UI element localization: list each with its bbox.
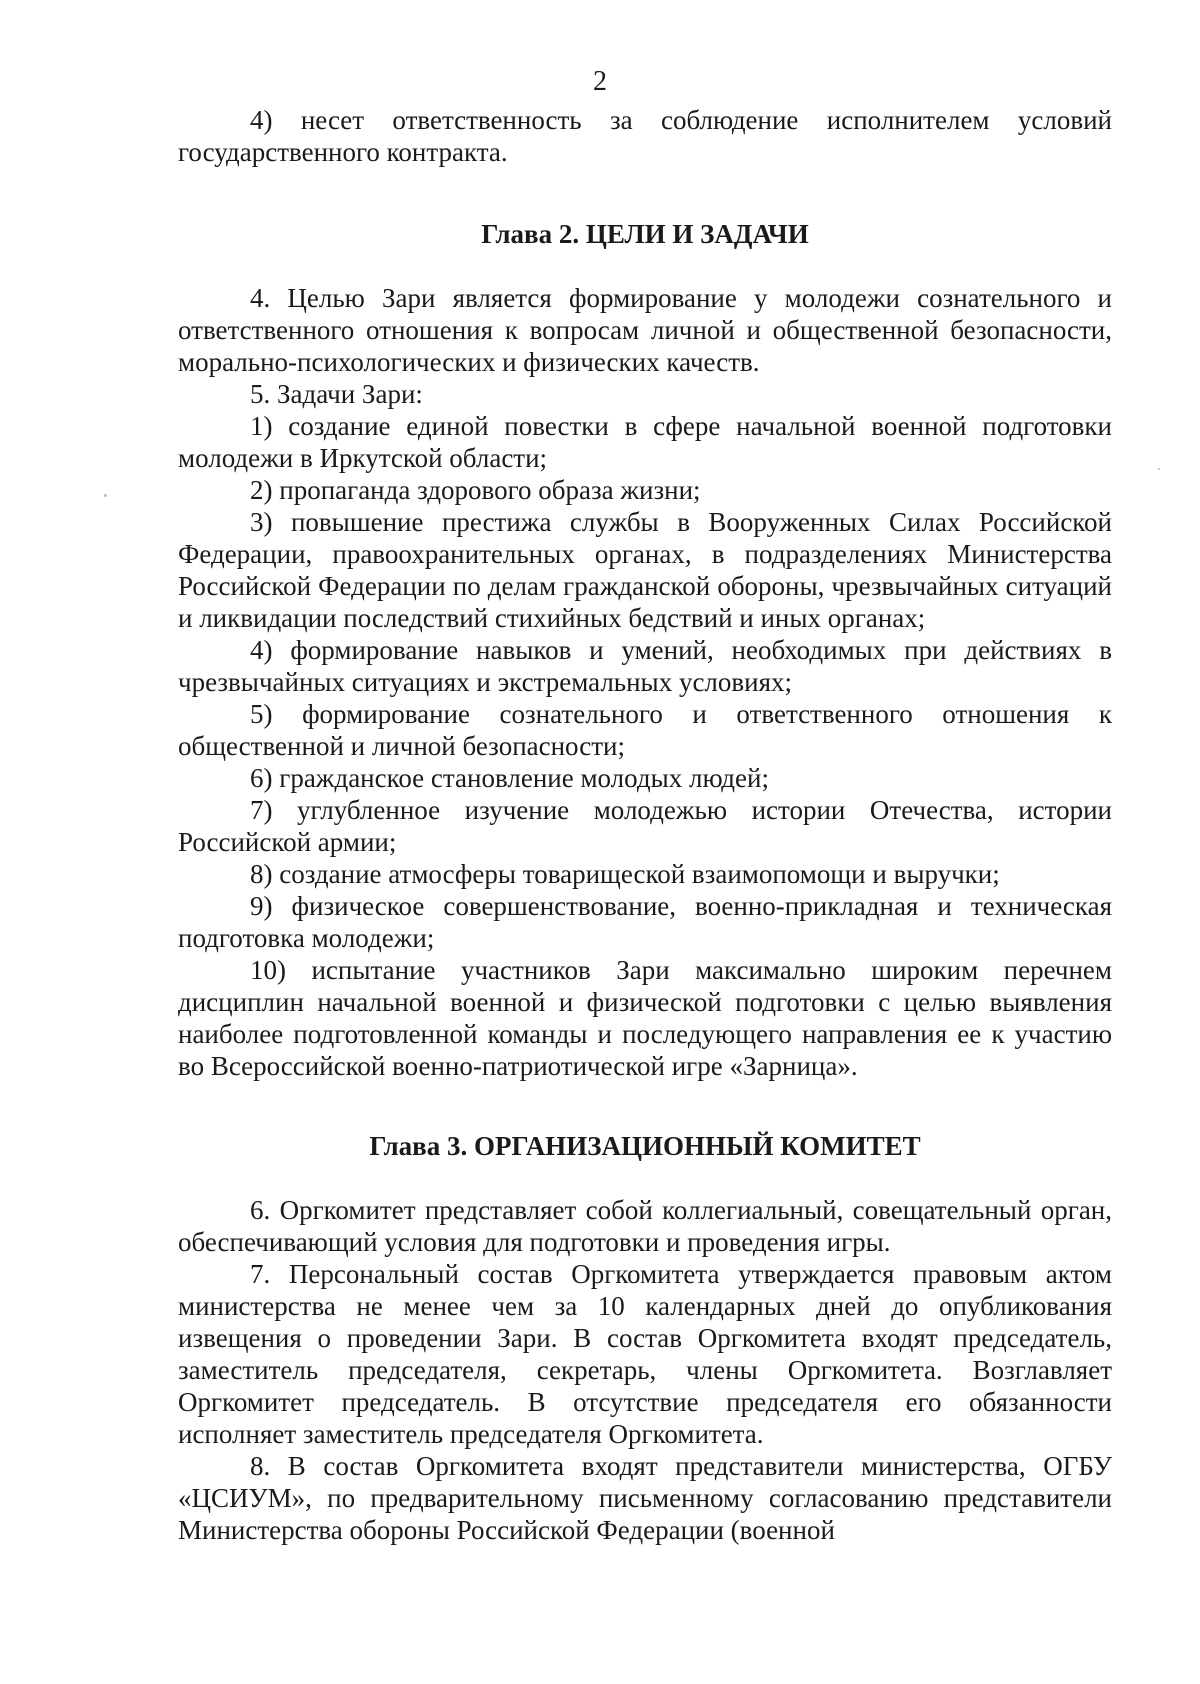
chapter-3-heading: Глава 3. ОРГАНИЗАЦИОННЫЙ КОМИТЕТ — [369, 1131, 921, 1161]
paragraph-2-4: 4. Целью Зари является формирование у молодежи сознательного и ответственного отношения к вопросам личной и общественной безопасности, морально-психологических и физических качеств. — [178, 283, 1112, 377]
paragraph-3-7: 7. Персональный состав Оргкомитета утверждается правовым актом министерства не менее чем за 10 календарных дней до опубликования извещения о проведении Зари. В состав Оргкомитета входят председатель, заместитель председателя, секретарь, члены Оргкомитета. Возглавляет Оргкомитет председатель. В отсутствие председателя его обязанности исполняет заместитель председателя Оргкомитета. — [178, 1259, 1112, 1449]
list-item-10: 10) испытание участников Зари максимально широким перечнем дисциплин начальной военной и физической подготовки с целью выявления наиболее подготовленной команды и последующего направления ее к участию во Всероссийской военно-патриотической игре «Зарница». — [178, 955, 1112, 1081]
scan-speck — [1158, 468, 1160, 470]
paragraph-1-4: 4) несет ответственность за соблюдение исполнителем условий государственного контракта. — [178, 105, 1112, 167]
list-item-7: 7) углубленное изучение молодежью истории Отечества, истории Российской армии; — [178, 795, 1112, 857]
list-item-8: 8) создание атмосферы товарищеской взаимопомощи и выручки; — [250, 859, 1000, 889]
paragraph-2-5: 5. Задачи Зари: — [250, 379, 423, 409]
list-item-4: 4) формирование навыков и умений, необходимых при действиях в чрезвычайных ситуациях и экстремальных условиях; — [178, 635, 1112, 697]
list-item-9: 9) физическое совершенствование, военно-прикладная и техническая подготовка молодежи; — [178, 891, 1112, 953]
page-number: 2 — [593, 66, 607, 97]
paragraph-3-6: 6. Оргкомитет представляет собой коллегиальный, совещательный орган, обеспечивающий условия для подготовки и проведения игры. — [178, 1195, 1112, 1257]
list-item-1: 1) создание единой повестки в сфере начальной военной подготовки молодежи в Иркутской области; — [178, 411, 1112, 473]
chapter-2-heading: Глава 2. ЦЕЛИ И ЗАДАЧИ — [481, 219, 809, 249]
list-item-5: 5) формирование сознательного и ответственного отношения к общественной и личной безопасности; — [178, 699, 1112, 761]
list-item-3: 3) повышение престижа службы в Вооруженных Силах Российской Федерации, правоохранительных органах, в подразделениях Министерства Российской Федерации по делам гражданской обороны, чрезвычайных ситуаций и ликвидации последствий стихийных бедствий и иных органах; — [178, 507, 1112, 633]
paragraph-3-8: 8. В состав Оргкомитета входят представители министерства, ОГБУ «ЦСИУМ», по предварительному письменному согласованию представители Министерства обороны Российской Федерации (военной — [178, 1451, 1112, 1545]
list-item-2: 2) пропаганда здорового образа жизни; — [250, 475, 701, 505]
document-body — [178, 104, 1112, 1546]
scan-speck — [104, 494, 107, 497]
list-item-6: 6) гражданское становление молодых людей; — [250, 763, 769, 793]
